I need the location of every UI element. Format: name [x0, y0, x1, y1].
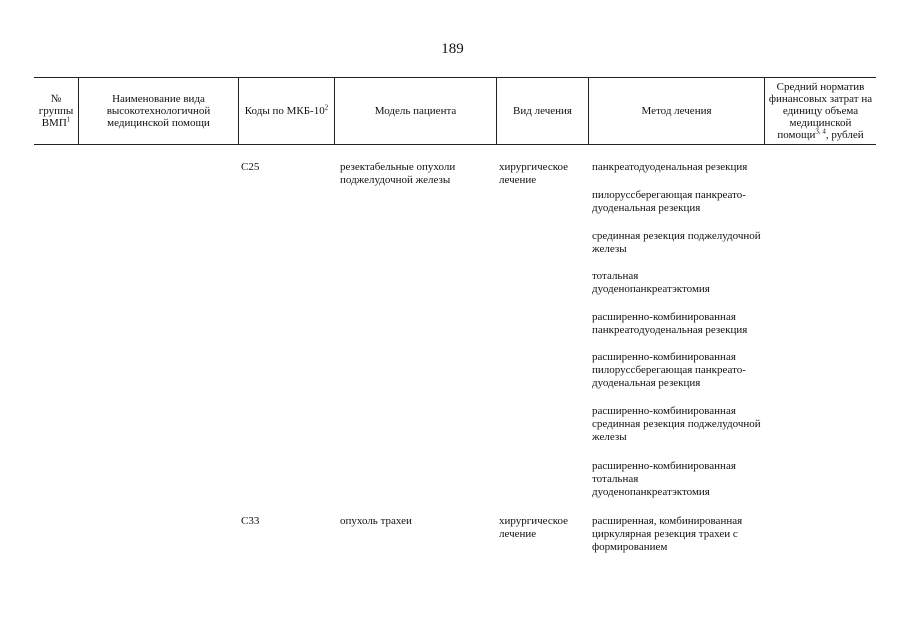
row-c33-model: опухоль трахеи — [340, 515, 412, 527]
row-c25-method-8: расширенно-комбинированная тотальная дуоденопанкреатэктомия — [592, 460, 736, 498]
page-number: 189 — [441, 41, 464, 57]
row-c25-treatment: хирургическое лечение — [499, 161, 569, 186]
header-group-label: № группы ВМП — [38, 93, 74, 129]
row-c33-treatment: хирургическое лечение — [499, 515, 569, 540]
header-cost-footnote: 3, 4 — [815, 127, 826, 136]
row-c25-code: C25 — [241, 161, 260, 173]
header-model — [334, 78, 496, 144]
row-c25-method-1: панкреатодуоденальная резекция — [592, 161, 748, 173]
row-c25-method-5: расширенно-комбинированная панкреатодуоденальная резекция — [592, 311, 748, 336]
header-cost-label: Средний норматив финансовых затрат на единицу объема медицинской помощи — [768, 81, 873, 141]
row-c25-method-7: расширенно-комбинированная срединная резекция поджелудочной железы — [592, 405, 761, 443]
row-c33-method-1: расширенная, комбинированная циркулярная резекция трахеи с формированием — [592, 515, 743, 553]
header-cost-unit: , рублей — [825, 129, 864, 141]
header-codes-label: Коды по МКБ-10 — [244, 105, 325, 117]
header-method-label: Метод лечения — [641, 105, 712, 117]
row-c25-method-4: тотальная дуоденопанкреатэктомия — [592, 270, 710, 295]
header-name-label: Наименование вида высокотехнологичной медицинской помощи — [106, 93, 211, 129]
row-c25-method-2: пилоруссберегающая панкреато-дуоденальная резекция — [592, 189, 746, 214]
header-codes — [238, 78, 334, 144]
header-group-footnote: 1 — [66, 115, 71, 124]
table-header — [34, 77, 876, 145]
header-treatment — [496, 78, 588, 144]
row-c25-model: резектабельные опухоли поджелудочной железы — [340, 161, 456, 186]
header-group — [34, 78, 78, 144]
header-method — [588, 78, 764, 144]
row-c25-method-6: расширенно-комбинированная пилоруссберегающая панкреато-дуоденальная резекция — [592, 351, 746, 389]
header-cost — [764, 78, 876, 144]
header-name — [78, 78, 238, 144]
header-codes-footnote: 2 — [324, 103, 329, 112]
header-model-label: Модель пациента — [374, 105, 457, 117]
header-treatment-label: Вид лечения — [513, 105, 572, 117]
row-c33-code: C33 — [241, 515, 260, 527]
row-c25-method-3: срединная резекция поджелудочной железы — [592, 230, 761, 255]
